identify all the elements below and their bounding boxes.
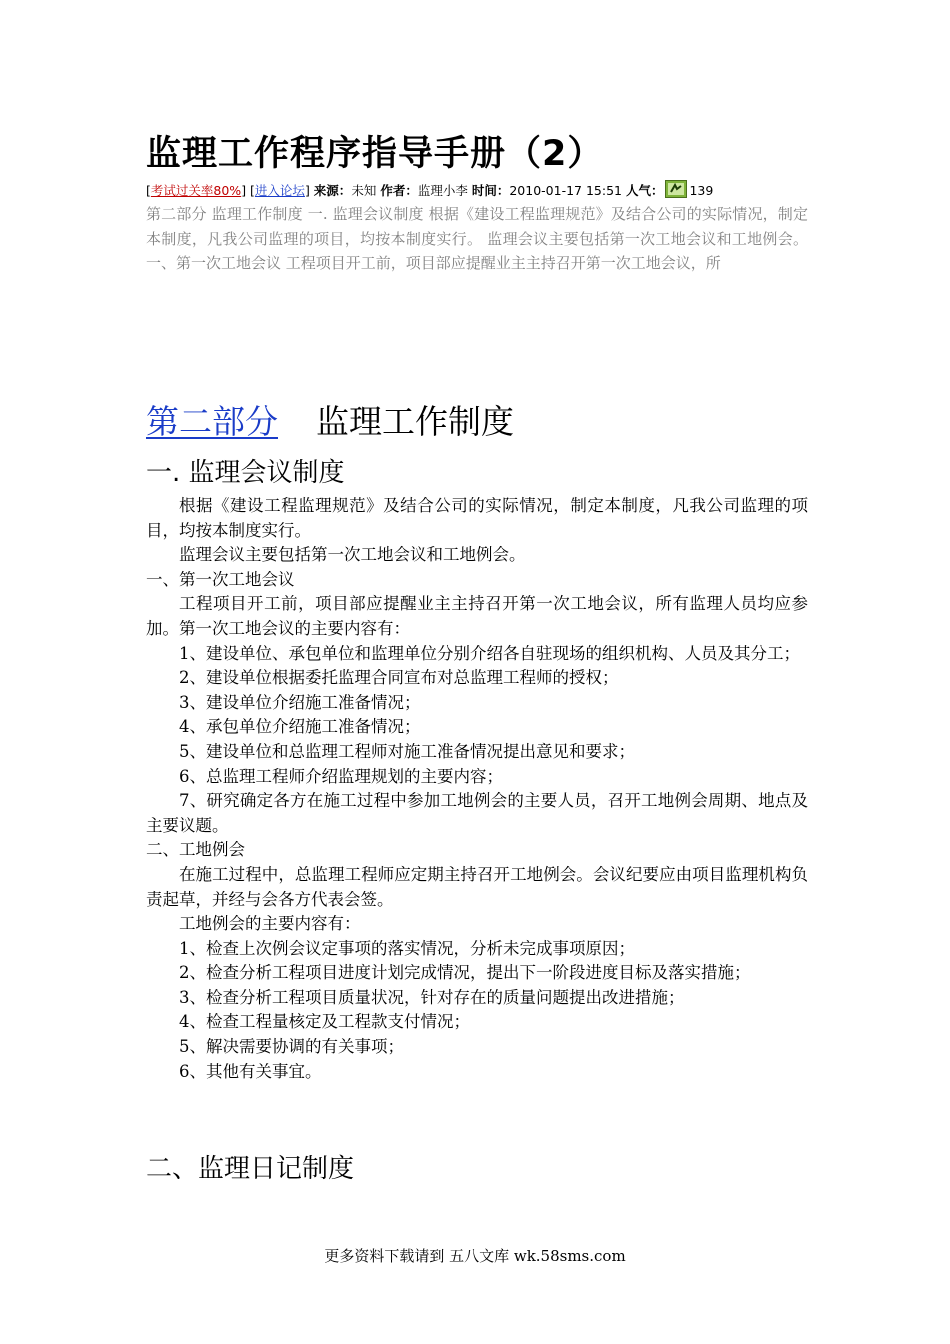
body-paragraph: 一、第一次工地会议 [146,569,295,589]
article-title: 监理工作程序指导手册（2） [146,134,604,174]
source-label: 来源： [313,183,352,198]
popularity-value: 139 [689,183,714,198]
body-paragraph: 5、解决需要协调的有关事项； [179,1037,404,1057]
part-heading [146,396,514,443]
page-footer: 更多资料下载请到 五八文库 wk.58sms.com [324,1247,626,1265]
popularity-icon [665,180,687,198]
body-paragraph: 在施工过程中，总监理工程师应定期主持召开工地例会。会议纪要应由项目监理机构负责起草，并经与会各方代表会签。 [146,864,808,909]
body-text [146,494,808,1084]
part-title: 监理工作制度 [316,402,514,441]
popularity-label: 人气： [625,183,664,198]
body-paragraph: 6、总监理工程师介绍监理规划的主要内容； [179,766,503,786]
body-paragraph: 3、建设单位介绍施工准备情况； [179,692,421,712]
body-paragraph: 7、研究确定各方在施工过程中参加工地例会的主要人员，召开工地例会周期、地点及主要议题。 [146,791,808,835]
source-value: 未知 [351,183,377,198]
heading-meeting-system: 一. 监理会议制度 [146,458,345,488]
body-paragraph: 1、建设单位、承包单位和监理单位分别介绍各自驻现场的组织机构、人员及其分工； [179,643,800,663]
body-paragraph: 5、建设单位和总监理工程师对施工准备情况提出意见和要求； [179,741,635,761]
author-label: 作者： [380,183,418,198]
part-label-link[interactable]: 第二部分 [146,402,278,441]
body-paragraph: 工程项目开工前，项目部应提醒业主主持召开第一次工地会议，所有监理人员均应参加。第一次工地会议的主要内容有： [146,594,808,638]
body-paragraph: 6、其他有关事宜。 [179,1061,322,1081]
forum-link[interactable]: 进入论坛 [254,183,305,198]
body-paragraph: 工地例会的主要内容有： [179,914,361,934]
author-value: 监理小李 [417,183,468,198]
body-paragraph: 二、工地例会 [146,840,245,860]
body-paragraph: 4、检查工程量核定及工程款支付情况； [179,1012,470,1032]
exam-pass-rate-link[interactable]: 考试过关率80% [150,183,242,198]
time-value: 2010-01-17 15:51 [509,183,622,198]
body-paragraph: 监理会议主要包括第一次工地会议和工地例会。 [179,545,526,565]
body-paragraph: 2、检查分析工程项目进度计划完成情况，提出下一阶段进度目标及落实措施； [179,963,751,983]
body-paragraph: 4、承包单位介绍施工准备情况； [179,717,421,737]
time-label: 时间： [471,183,510,198]
body-paragraph: 1、检查上次例会议定事项的落实情况，分析未完成事项原因； [179,938,635,958]
body-paragraph: 根据《建设工程监理规范》及结合公司的实际情况，制定本制度，凡我公司监理的项目，均按本制度实行。 [146,496,808,540]
body-paragraph: 3、检查分析工程项目质量状况，针对存在的质量问题提出改进措施； [179,987,685,1007]
body-paragraph: 2、建设单位根据委托监理合同宣布对总监理工程师的授权； [179,668,619,688]
article-meta: [考试过关率80%] [进入论坛] 来源：未知 作者：监理小李 时间：2010-01-17 15:51 人气： 139 [146,180,713,199]
article-summary: 第二部分 监理工作制度 一. 监理会议制度 根据《建设工程监理规范》及结合公司的实际情况，制定本制度，凡我公司监理的项目，均按本制度实行。 监理会议主要包括第一次工地会议和工地例会。 一、第一次工地会议 工程项目开工前，项目部应提醒业主主持召开第一次工地会议，所 [146,205,808,272]
heading-diary-system: 二、监理日记制度 [146,1154,355,1184]
